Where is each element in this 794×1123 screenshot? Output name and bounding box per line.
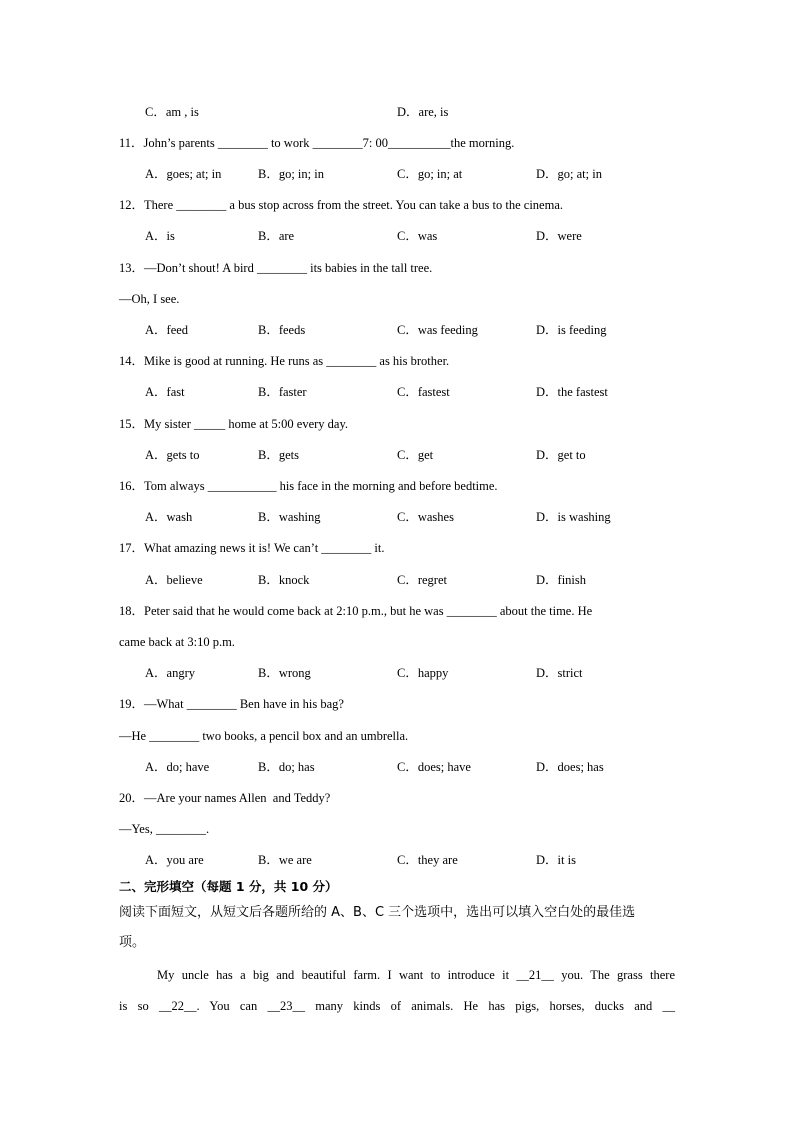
q13-option-a: A．feed	[145, 323, 189, 337]
q13-option-d: D．is feeding	[536, 323, 607, 337]
q18-option-b: B．wrong	[258, 666, 311, 680]
q19-option-d: D．does; has	[536, 760, 604, 774]
q10-option-d: D．are, is	[397, 105, 449, 119]
q20-option-a: A．you are	[145, 853, 204, 867]
q17-option-a: A．believe	[145, 573, 203, 587]
q14-option-c: C．fastest	[397, 385, 450, 399]
q11-option-a: A．goes; at; in	[145, 167, 222, 181]
q19-option-a: A．do; have	[145, 760, 210, 774]
question-13-stem: 13．—Don’t shout! A bird ________ its babies in the tall tree.	[119, 261, 433, 275]
question-13-reply: —Oh, I see.	[119, 292, 180, 306]
question-11-stem: 11．John’s parents ________ to work ________7: 00__________the morning.	[119, 136, 515, 150]
q11-option-d: D．go; at; in	[536, 167, 602, 181]
question-20-stem: 20．—Are your names Allen and Teddy?	[119, 791, 331, 805]
question-17-stem: 17．What amazing news it is! We can’t ________ it.	[119, 541, 385, 555]
question-20-reply: —Yes, ________.	[119, 822, 210, 836]
section-2-instruction: 阅读下面短文，从短文后各题所给的 A、B、C 三个选项中，选出可以填入空白处的最佳选	[119, 905, 636, 920]
q12-option-b: B．are	[258, 229, 295, 243]
q14-option-b: B．faster	[258, 385, 307, 399]
q12-option-a: A．is	[145, 229, 175, 243]
q20-option-d: D．it is	[536, 853, 576, 867]
q18-option-c: C．happy	[397, 666, 449, 680]
passage-line-1: My uncle has a big and beautiful farm. I want to introduce it __21__ you. The grass there	[157, 968, 675, 982]
q15-option-c: C．get	[397, 448, 434, 462]
q19-option-b: B．do; has	[258, 760, 315, 774]
section-2-title: 二、完形填空（每题 1 分，共 10 分）	[119, 879, 338, 894]
q20-option-b: B．we are	[258, 853, 312, 867]
q13-option-c: C．was feeding	[397, 323, 478, 337]
q18-option-d: D．strict	[536, 666, 583, 680]
passage-line-2: is so __22__. You can __23__ many kinds of animals. He has pigs, horses, ducks and __	[119, 999, 675, 1013]
q13-option-b: B．feeds	[258, 323, 306, 337]
question-12-stem: 12．There ________ a bus stop across from the street. You can take a bus to the cinema.	[119, 198, 563, 212]
question-18-stem: 18．Peter said that he would come back at 2:10 p.m., but he was ________ about the time. He	[119, 604, 593, 618]
question-19-reply: —He ________ two books, a pencil box and an umbrella.	[119, 729, 409, 743]
q17-option-d: D．finish	[536, 573, 587, 587]
q14-option-d: D．the fastest	[536, 385, 608, 399]
q14-option-a: A．fast	[145, 385, 185, 399]
q12-option-d: D．were	[536, 229, 582, 243]
q20-option-c: C．they are	[397, 853, 458, 867]
q16-option-b: B．washing	[258, 510, 321, 524]
q15-option-a: A．gets to	[145, 448, 200, 462]
q18-option-a: A．angry	[145, 666, 195, 680]
question-14-stem: 14．Mike is good at running. He runs as ________ as his brother.	[119, 354, 450, 368]
q17-option-b: B．knock	[258, 573, 310, 587]
q19-option-c: C．does; have	[397, 760, 471, 774]
section-2-instruction-continued: 项。	[119, 935, 146, 950]
q10-option-c: C．am , is	[145, 105, 199, 119]
q11-option-c: C．go; in; at	[397, 167, 463, 181]
q16-option-a: A．wash	[145, 510, 193, 524]
q17-option-c: C．regret	[397, 573, 447, 587]
q11-option-b: B．go; in; in	[258, 167, 324, 181]
q16-option-c: C．washes	[397, 510, 454, 524]
q16-option-d: D．is washing	[536, 510, 611, 524]
q15-option-d: D．get to	[536, 448, 586, 462]
question-18-stem-continued: came back at 3:10 p.m.	[119, 635, 235, 649]
question-15-stem: 15．My sister _____ home at 5:00 every day.	[119, 417, 349, 431]
question-19-stem: 19．—What ________ Ben have in his bag?	[119, 697, 344, 711]
q15-option-b: B．gets	[258, 448, 299, 462]
q12-option-c: C．was	[397, 229, 438, 243]
question-16-stem: 16．Tom always ___________ his face in the morning and before bedtime.	[119, 479, 498, 493]
